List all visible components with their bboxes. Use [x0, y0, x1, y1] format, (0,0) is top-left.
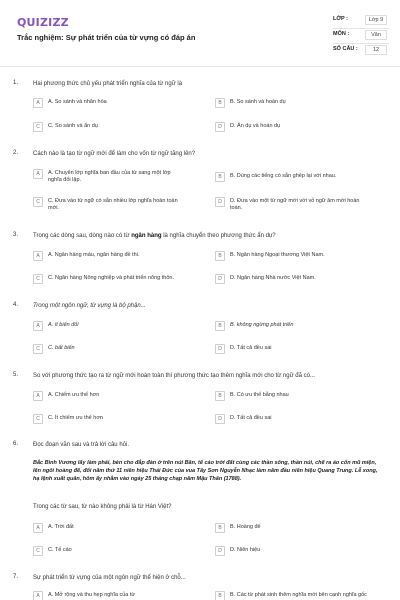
option-a[interactable] — [33, 590, 218, 600]
option-a[interactable] — [33, 522, 178, 535]
option-badge: C — [33, 546, 43, 556]
option-badge: A — [33, 391, 43, 401]
option-label: A. Chuyển lớp nghĩa ban đầu của từ sang một lớp nghĩa đối lập. — [48, 170, 171, 183]
question-text: Đọc đoạn văn sau và trả lời câu hỏi. — [33, 442, 129, 448]
option-badge: B — [215, 172, 225, 182]
option-d[interactable] — [215, 413, 360, 426]
option-label: D. Ngân hàng Nhà nước Việt Nam. — [230, 275, 316, 281]
question-text: So với phương thức tạo ra từ ngữ mới hoàn toàn thì phương thức tạo thêm nghĩa mới cho từ ngữ đã có... — [33, 373, 315, 379]
option-label: A. Trời đất — [48, 524, 74, 530]
option-c[interactable] — [33, 196, 178, 209]
option-badge: C — [33, 414, 43, 424]
option-badge: A — [33, 321, 43, 331]
option-label: C. Tế cáo — [48, 547, 72, 553]
option-label: C. Ngân hàng Nông nghiệp và phát triển nông thôn. — [48, 275, 174, 281]
question-text-part: là nghĩa chuyển theo phương thức ẩn dụ? — [161, 233, 276, 239]
option-a[interactable] — [33, 97, 178, 110]
option-badge: A — [33, 591, 43, 600]
option-label: D. Niên hiệu — [230, 547, 261, 553]
option-d[interactable] — [215, 545, 360, 558]
question-number: 1. — [13, 80, 19, 86]
option-badge: C — [33, 122, 43, 132]
option-label: C. Đưa vào từ ngữ có sẵn nhiều lớp nghĩa hoàn toàn mới. — [48, 198, 178, 211]
question-number: 2. — [13, 150, 19, 156]
option-c[interactable] — [33, 121, 178, 134]
option-b[interactable] — [215, 522, 360, 535]
option-d[interactable] — [215, 121, 360, 134]
option-label: B. So sánh và hoán dụ — [230, 99, 286, 105]
option-badge: D — [215, 414, 225, 424]
option-badge: C — [33, 344, 43, 354]
option-a[interactable] — [33, 320, 178, 333]
option-label: C. So sánh và ẩn dụ — [48, 123, 98, 129]
option-badge: C — [33, 274, 43, 284]
option-badge: D — [215, 546, 225, 556]
question-text: Sự phát triển từ vựng của một ngôn ngữ thể hiện ở chỗ... — [33, 575, 186, 581]
question-number: 5. — [13, 372, 19, 378]
option-badge: B — [215, 251, 225, 261]
option-a[interactable] — [33, 390, 178, 403]
option-c[interactable] — [33, 413, 178, 426]
option-d[interactable] — [215, 196, 360, 209]
meta-socau-value: 12 — [365, 45, 387, 55]
option-label: A. So sánh và nhân hóa — [48, 99, 107, 105]
option-badge: B — [215, 98, 225, 108]
option-badge: D — [215, 344, 225, 354]
option-label: C. bất biến — [48, 345, 75, 351]
question-text: Trong một ngôn ngữ, từ vựng là bộ phận... — [33, 303, 146, 309]
option-label: B. Các từ phát sinh thêm nghĩa mới bên cạnh nghĩa gốc — [230, 592, 367, 598]
question-keyword: ngân hàng — [131, 233, 162, 239]
worksheet-header — [0, 0, 400, 64]
option-label: B. Có ưu thế bằng nhau — [230, 392, 289, 398]
meta-socau-label: SỐ CÂU : — [333, 46, 358, 52]
option-a[interactable] — [33, 168, 178, 181]
option-badge: B — [215, 391, 225, 401]
option-label: B. Dùng các tiếng có sẵn ghép lại với nhau. — [230, 173, 337, 179]
option-label: A. Chiếm ưu thế hơn — [48, 392, 100, 398]
question-subtext: Trong các từ sau, từ nào không phải là từ Hán Việt? — [33, 504, 172, 510]
option-label: D. Đưa vào một từ ngữ mới với vỏ ngữ âm mới hoàn toàn. — [230, 198, 360, 211]
option-b[interactable] — [215, 97, 360, 110]
quizizz-logo[interactable]: QUIZIZZ — [17, 16, 69, 29]
option-badge: B — [215, 591, 225, 600]
option-c[interactable] — [33, 343, 178, 356]
option-badge: B — [215, 523, 225, 533]
option-label: D. Ẩn dụ và hoán dụ — [230, 123, 281, 129]
meta-mon-value: Văn — [365, 30, 387, 40]
meta-mon-label: MÔN : — [333, 31, 350, 37]
option-label: D. Tất cả đều sai — [230, 345, 272, 351]
option-badge: A — [33, 98, 43, 108]
option-label: A. Ngân hàng máu, ngân hàng đề thi. — [48, 252, 140, 258]
reading-passage: Bắc Bình Vương lấy làm phải, bèn cho đắp đàn ở trên núi Bân, tế cáo trời đất cùng các thần sông, thần núi, chế ra áo cổn mũ miện, lên ngôi hoàng đế, đổi năm thứ 11 niên hiệu Thái Đức của vua Tây Sơn Nguyễn Nhạc làm năm đầu niên hiệu Quang Trung. Lễ xong, hạ lệnh xuất quân, hôm ấy nhằm vào ngày 25 tháng chạp năm Mậu Thân (1788). — [33, 460, 378, 482]
question-text — [33, 232, 383, 240]
option-label: B. Ngân hàng Ngoại thương Việt Nam. — [230, 252, 325, 258]
option-badge: D — [215, 197, 225, 207]
question-number: 3. — [13, 232, 19, 238]
meta-divider — [333, 28, 389, 29]
question-text: Hai phương thức chủ yếu phát triển nghĩa của từ ngữ là — [33, 81, 183, 87]
question-text: Cách nào là tạo từ ngữ mới để làm cho vốn từ ngữ tăng lên? — [33, 151, 196, 157]
option-c[interactable] — [33, 545, 178, 558]
question-text-part: Trong các dòng sau, dòng nào có từ — [33, 233, 132, 239]
option-badge: D — [215, 122, 225, 132]
meta-lop-label: LỚP : — [333, 16, 348, 22]
option-label: B. không ngừng phát triển — [230, 322, 294, 328]
option-d[interactable] — [215, 343, 360, 356]
option-b[interactable] — [215, 250, 395, 263]
question-number: 4. — [13, 302, 19, 308]
option-badge: A — [33, 169, 43, 179]
option-b[interactable] — [215, 390, 360, 403]
question-number: 7. — [13, 574, 19, 580]
option-c[interactable] — [33, 273, 218, 286]
meta-lop-value: Lớp 9 — [365, 15, 387, 25]
option-b[interactable] — [215, 171, 395, 184]
question-number: 6. — [13, 441, 19, 447]
option-b[interactable] — [215, 590, 400, 600]
option-badge: A — [33, 251, 43, 261]
option-label: C. Ít chiếm ưu thế hơn — [48, 415, 103, 421]
option-label: D. Tất cả đều sai — [230, 415, 272, 421]
option-label: A. ít biến đổi — [48, 322, 79, 328]
option-label: B. Hoàng đế — [230, 524, 261, 530]
option-d[interactable] — [215, 273, 395, 286]
meta-divider — [333, 43, 389, 44]
option-b[interactable] — [215, 320, 360, 333]
option-label: A. Mở rộng và thu hẹp nghĩa của từ — [48, 592, 136, 598]
option-badge: B — [215, 321, 225, 331]
worksheet-title: Trắc nghiệm: Sự phát triển của từ vựng có đáp án — [17, 33, 196, 42]
option-badge: D — [215, 274, 225, 284]
option-badge: C — [33, 197, 43, 207]
header-divider — [0, 66, 400, 67]
option-badge: A — [33, 523, 43, 533]
option-a[interactable] — [33, 250, 218, 263]
